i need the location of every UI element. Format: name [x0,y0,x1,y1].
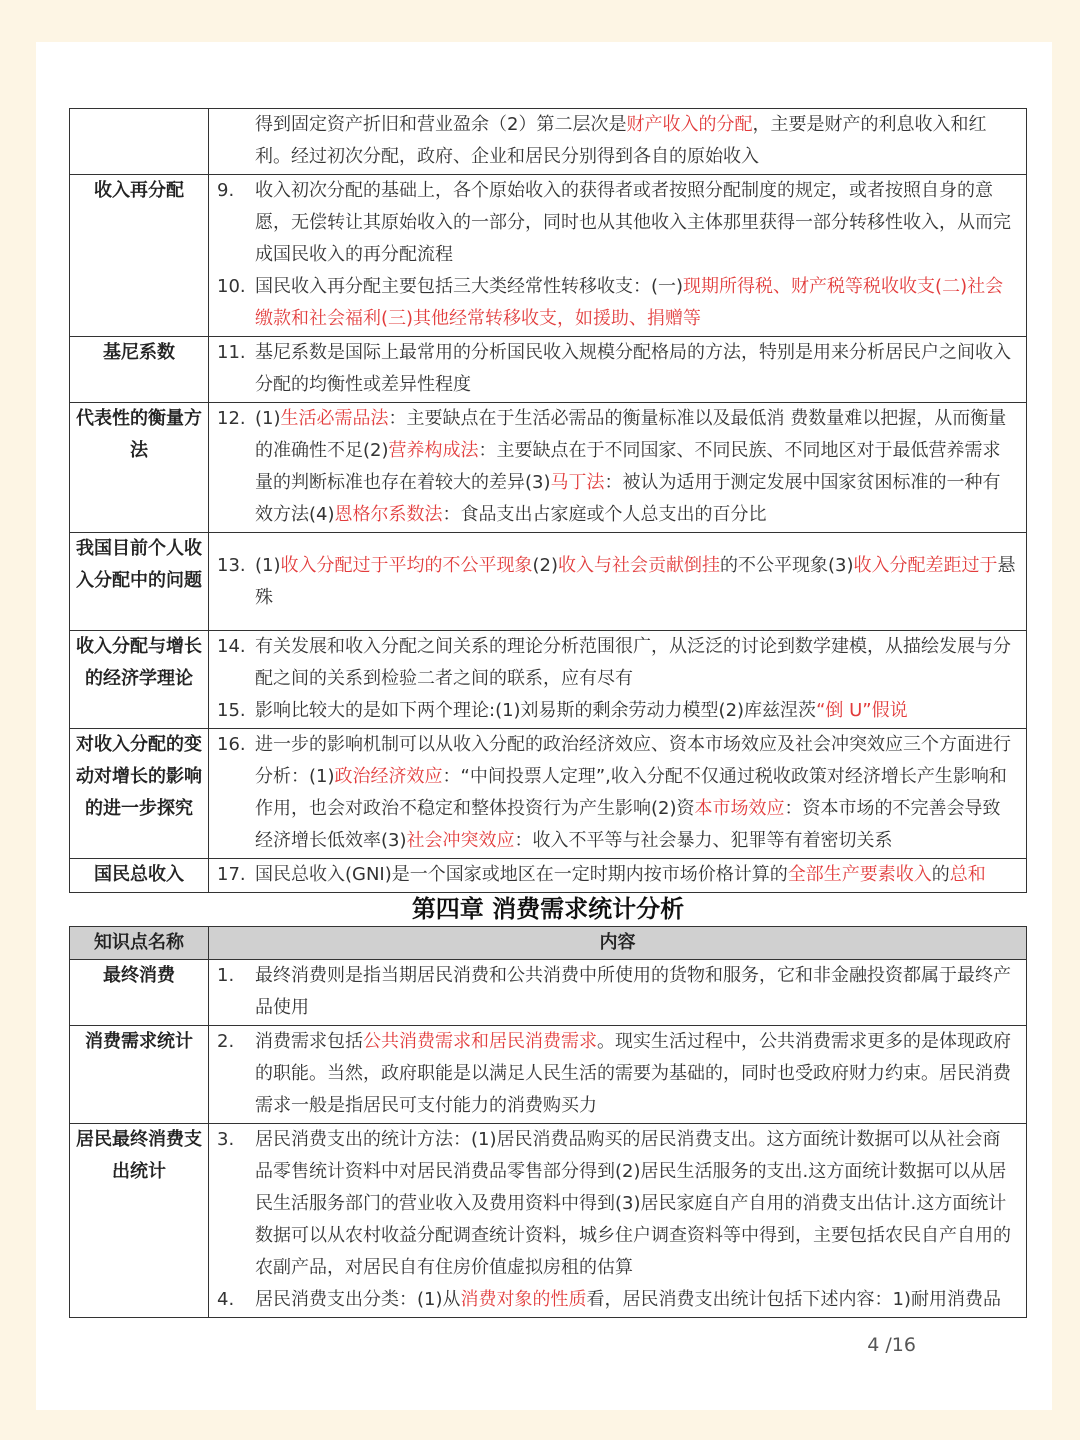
highlight: 总和 [949,864,986,885]
list-item: 16. 进一步的影响机制可以从收入分配的政治经济效应、资本市场效应及社会冲突效应三个方面进行分析：(1)政治经济效应：“中间投票人定理”,收入分配不仅通过税收政策对经济增长产生影响和作用，也会对政治不稳定和整体投资行为产生影响(2)资本市场效应：资本市场的不完善会导致经济增长低效率(3)社会冲突效应：收入不平等与社会暴力、犯罪等有着密切关系 [209,729,1026,857]
row-content [209,1026,1027,1124]
highlight: 全部生产要素收入 [787,864,932,885]
row-content [209,729,1027,859]
item-number: 16. [217,734,246,755]
highlight: 生活必需品法 [280,408,389,429]
row-name: 收入分配与增长的经济学理论 [70,631,209,729]
column-header-content: 内容 [209,927,1027,960]
list-item: 10. 国民收入再分配主要包括三大类经常性转移收支：(一)现期所得税、财产税等税收收支(二)社会缴款和社会福利(三)其他经常转移收支，如援助、捐赠等 [209,271,1026,335]
row-name: 国民总收入 [70,859,209,893]
row-content [209,175,1027,337]
row-content [209,1124,1027,1318]
table-row [70,1124,1027,1318]
highlight: 公共消费需求和居民消费需求 [363,1031,597,1052]
knowledge-table-income [69,108,1027,893]
row-name [70,109,209,175]
item-number: 12. [217,408,246,429]
list-item: 11. 基尼系数是国际上最常用的分析国民收入规模分配格局的方法，特别是用来分析居民户之间收入分配的均衡性或差异性程度 [209,337,1026,401]
list-item: 3. 居民消费支出的统计方法：(1)居民消费品购买的居民消费支出。这方面统计数据可以从社会商品零售统计资料中对居民消费品零售部分得到(2)居民生活服务的支出.这方面统计数据可以从居民生活服务部门的营业收入及费用资料中得到(3)居民家庭自产自用的消费支出估计.这方面统计数据可以从农村收益分配调查统计资料，城乡住户调查资料等中得到，主要包括农民自产自用的农副产品，对居民自有住房价值虚拟房租的估算 [209,1124,1026,1284]
item-number: 9. [217,180,235,201]
row-content [209,533,1027,631]
item-number: 4. [217,1289,235,1310]
row-content [209,859,1027,893]
item-number: 13. [217,554,246,576]
table-row [70,859,1027,893]
knowledge-table-consumption [69,926,1027,1318]
table-row [70,175,1027,337]
list-item: 1. 最终消费则是指当期居民消费和公共消费中所使用的货物和服务，它和非金融投资都属于最终产品使用 [209,960,1026,1024]
list-item: 14. 有关发展和收入分配之间关系的理论分析范围很广，从泛泛的讨论到数学建模，从描绘发展与分配之间的关系到检验二者之间的联系，应有尽有 [209,631,1026,695]
table-row [70,631,1027,729]
list-item: 4. 居民消费支出分类：(1)从消费对象的性质看，居民消费支出统计包括下述内容：1)耐用消费品 [209,1284,1026,1316]
table-row [70,337,1027,403]
list-item: 12. (1)生活必需品法：主要缺点在于生活必需品的衡量标准以及最低消 费数量难以把握，从而衡量的准确性不足(2)营养构成法：主要缺点在于不同国家、不同民族、不同地区对于最低营养需求量的判断标准也存在着较大的差异(3)马丁法：被认为适用于测定发展中国家贫困标准的一种有效方法(4)恩格尔系数法：食品支出占家庭或个人总支出的百分比 [209,403,1026,531]
item-number: 3. [217,1129,235,1150]
highlight: 收入与社会贡献倒挂 [558,554,720,576]
highlight: 政治经济效应 [334,766,443,787]
highlight: 消费对象的性质 [460,1289,587,1310]
chapter-title: 第四章 消费需求统计分析 [411,895,685,923]
column-header-name: 知识点名称 [70,927,209,960]
page-number: 4 /16 [867,1334,916,1356]
row-name: 消费需求统计 [70,1026,209,1124]
list-item: 13. (1)收入分配过于平均的不公平现象(2)收入与社会贡献倒挂的不公平现象(3)收入分配差距过于悬殊 [209,550,1026,614]
table-row [70,403,1027,533]
row-content [209,109,1027,175]
row-content [209,631,1027,729]
row-name: 我国目前个人收入分配中的问题 [70,533,209,631]
highlight: 现期所得税、财产税等税收收支(二)社会缴款和社会福利(三)其他经常转移收支，如援助、捐赠等 [255,276,1004,329]
row-name: 代表性的衡量方法 [70,403,209,533]
row-content [209,403,1027,533]
table-row [70,533,1027,631]
highlight: 马丁法 [550,472,605,493]
row-name: 基尼系数 [70,337,209,403]
highlight: 社会冲突效应 [406,830,515,851]
table-row [70,1026,1027,1124]
table-row [70,729,1027,859]
list-item: 15. 影响比较大的是如下两个理论:(1)刘易斯的剩余劳动力模型(2)库兹涅茨“倒 U”假说 [209,695,1026,727]
highlight: 收入分配过于平均的不公平现象 [280,554,533,576]
highlight: 本市场效应 [694,798,785,819]
item-number: 15. [217,700,246,721]
item-number: 14. [217,636,246,657]
continued-paragraph: 得到固定资产折旧和营业盈余（2）第二层次是财产收入的分配，主要是财产的利息收入和红利。经过初次分配，政府、企业和居民分别得到各自的原始收入 [255,114,987,167]
table-header-row [70,927,1027,960]
table-row [70,960,1027,1026]
item-number: 17. [217,864,246,885]
document-page [36,42,1052,1410]
row-name: 居民最终消费支出统计 [70,1124,209,1318]
list-item: 17. 国民总收入(GNI)是一个国家或地区在一定时期内按市场价格计算的全部生产要素收入的总和 [209,859,1026,891]
item-number: 11. [217,342,246,363]
table-row [70,109,1027,175]
item-number: 1. [217,965,235,986]
highlight: 财产收入的分配 [626,114,753,135]
list-item: 9. 收入初次分配的基础上，各个原始收入的获得者或者按照分配制度的规定，或者按照自身的意愿，无偿转让其原始收入的一部分，同时也从其他收入主体那里获得一部分转移性收入，从而完成国民收入的再分配流程 [209,175,1026,271]
highlight: 收入分配差距过于 [853,554,998,576]
item-number: 10. [217,276,246,297]
highlight: 营养构成法 [388,440,479,461]
row-content [209,960,1027,1026]
highlight: 恩格尔系数法 [334,504,443,525]
highlight: “倒 U”假说 [816,700,908,721]
row-name: 收入再分配 [70,175,209,337]
row-content [209,337,1027,403]
row-name: 对收入分配的变动对增长的影响的进一步探究 [70,729,209,859]
list-item: 2. 消费需求包括公共消费需求和居民消费需求。现实生活过程中，公共消费需求更多的是体现政府的职能。当然，政府职能是以满足人民生活的需要为基础的，同时也受政府财力约束。居民消费需求一般是指居民可支付能力的消费购买力 [209,1026,1026,1122]
item-number: 2. [217,1031,235,1052]
row-name: 最终消费 [70,960,209,1026]
